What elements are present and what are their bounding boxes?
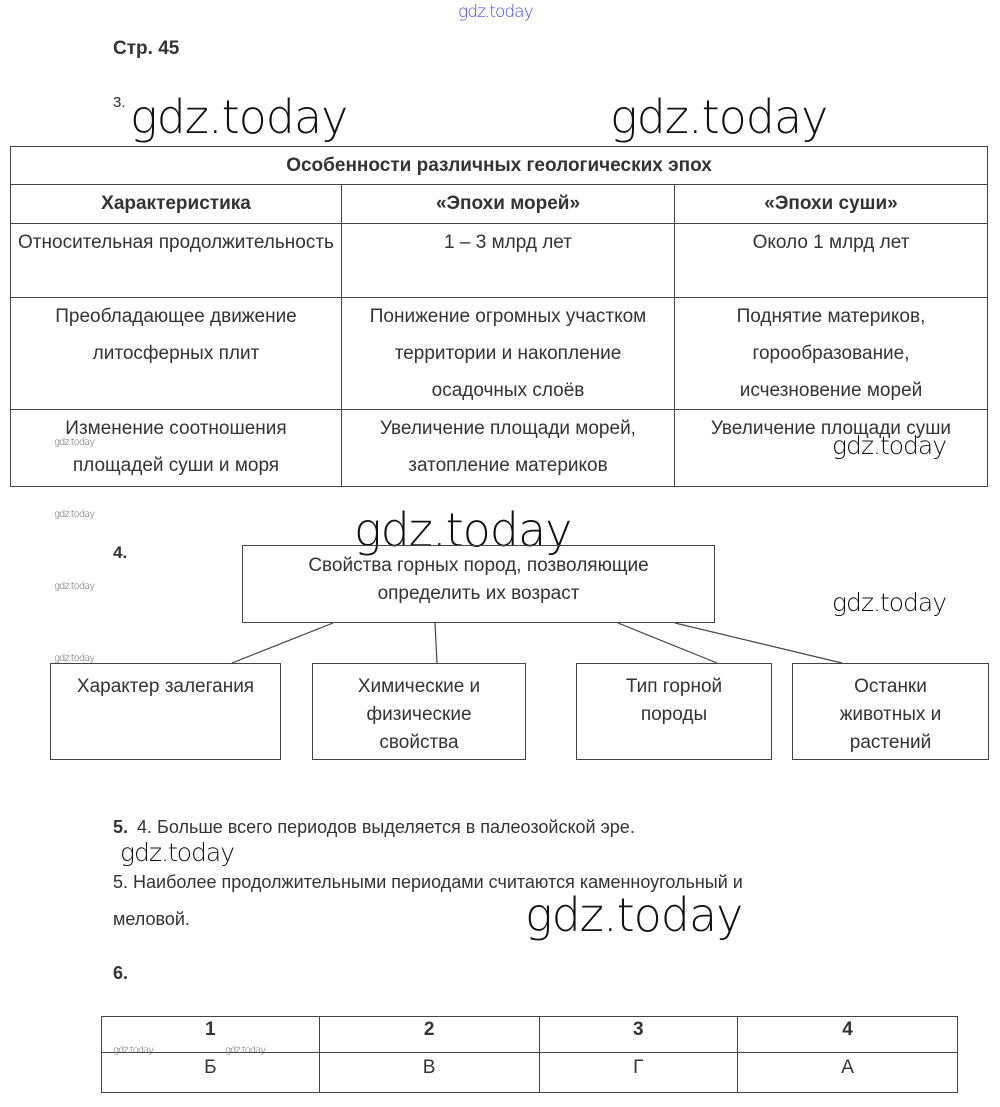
table-cell: А xyxy=(738,1053,958,1093)
table-cell: Увеличение площади суши xyxy=(675,410,988,487)
table-cell: 1 – 3 млрд лет xyxy=(342,224,675,298)
watermark: gdz.today xyxy=(525,888,743,942)
watermark: gdz.today xyxy=(54,437,95,448)
watermark: gdz.today xyxy=(130,90,348,144)
table-cell: Увеличение площади морей, затопление материков xyxy=(342,410,675,487)
table-cell: Преобладающее движение литосферных плит xyxy=(11,298,342,410)
watermark: gdz.today xyxy=(832,431,947,460)
table-cell: Понижение огромных участком территории и накопление осадочных слоёв xyxy=(342,298,675,410)
table-cell: Относительная продолжительность xyxy=(11,224,342,298)
table-cell: В xyxy=(319,1053,539,1093)
watermark: gdz.today xyxy=(54,653,95,664)
watermark: gdz.today xyxy=(610,90,828,144)
table-cell: Около 1 млрд лет xyxy=(675,224,988,298)
diagram-child-box: Химические и физические свойства xyxy=(312,663,526,760)
table-header: 3 xyxy=(539,1017,738,1053)
table-header: 1 xyxy=(102,1017,320,1053)
table-header: «Эпохи суши» xyxy=(675,185,988,224)
watermark: gdz.today xyxy=(120,838,235,867)
diagram-root-box: Свойства горных пород, позволяющие определить их возраст xyxy=(242,545,715,623)
table-header: 4 xyxy=(738,1017,958,1053)
table-cell: Поднятие материков, горообразование, исчезновение морей xyxy=(675,298,988,410)
task5-line: 4. Больше всего периодов выделяется в палеозойской эре. xyxy=(137,817,635,837)
table-cell: Изменение соотношения площадей суши и моря xyxy=(11,410,342,487)
watermark: gdz.today xyxy=(354,503,572,557)
task4-number: 4. xyxy=(113,543,128,562)
task5-line: 5. Наиболее продолжительными периодами считаются каменноугольный и xyxy=(113,872,743,892)
watermark: gdz.today xyxy=(458,2,533,22)
diagram-child-box: Тип горной породы xyxy=(576,663,772,760)
page-label: Стр. 45 xyxy=(113,38,180,59)
task3-number: 3. xyxy=(113,94,126,111)
table-cell: Г xyxy=(539,1053,738,1093)
task5-number: 5. xyxy=(113,817,129,837)
table-title: Особенности различных геологических эпох xyxy=(11,147,988,185)
table-cell: Б xyxy=(102,1053,320,1093)
watermark: gdz.today xyxy=(113,1045,154,1056)
task5-line: меловой. xyxy=(113,909,190,929)
watermark: gdz.today xyxy=(832,588,947,617)
table-header: «Эпохи морей» xyxy=(342,185,675,224)
table-header: 2 xyxy=(319,1017,539,1053)
table-header: Характеристика xyxy=(11,185,342,224)
watermark: gdz.today xyxy=(54,581,95,592)
diagram-child-box: Характер залегания xyxy=(50,663,281,760)
watermark: gdz.today xyxy=(54,509,95,520)
diagram-child-box: Останки животных и растений xyxy=(792,663,989,760)
task6-number: 6. xyxy=(113,963,129,983)
watermark: gdz.today xyxy=(225,1045,266,1056)
